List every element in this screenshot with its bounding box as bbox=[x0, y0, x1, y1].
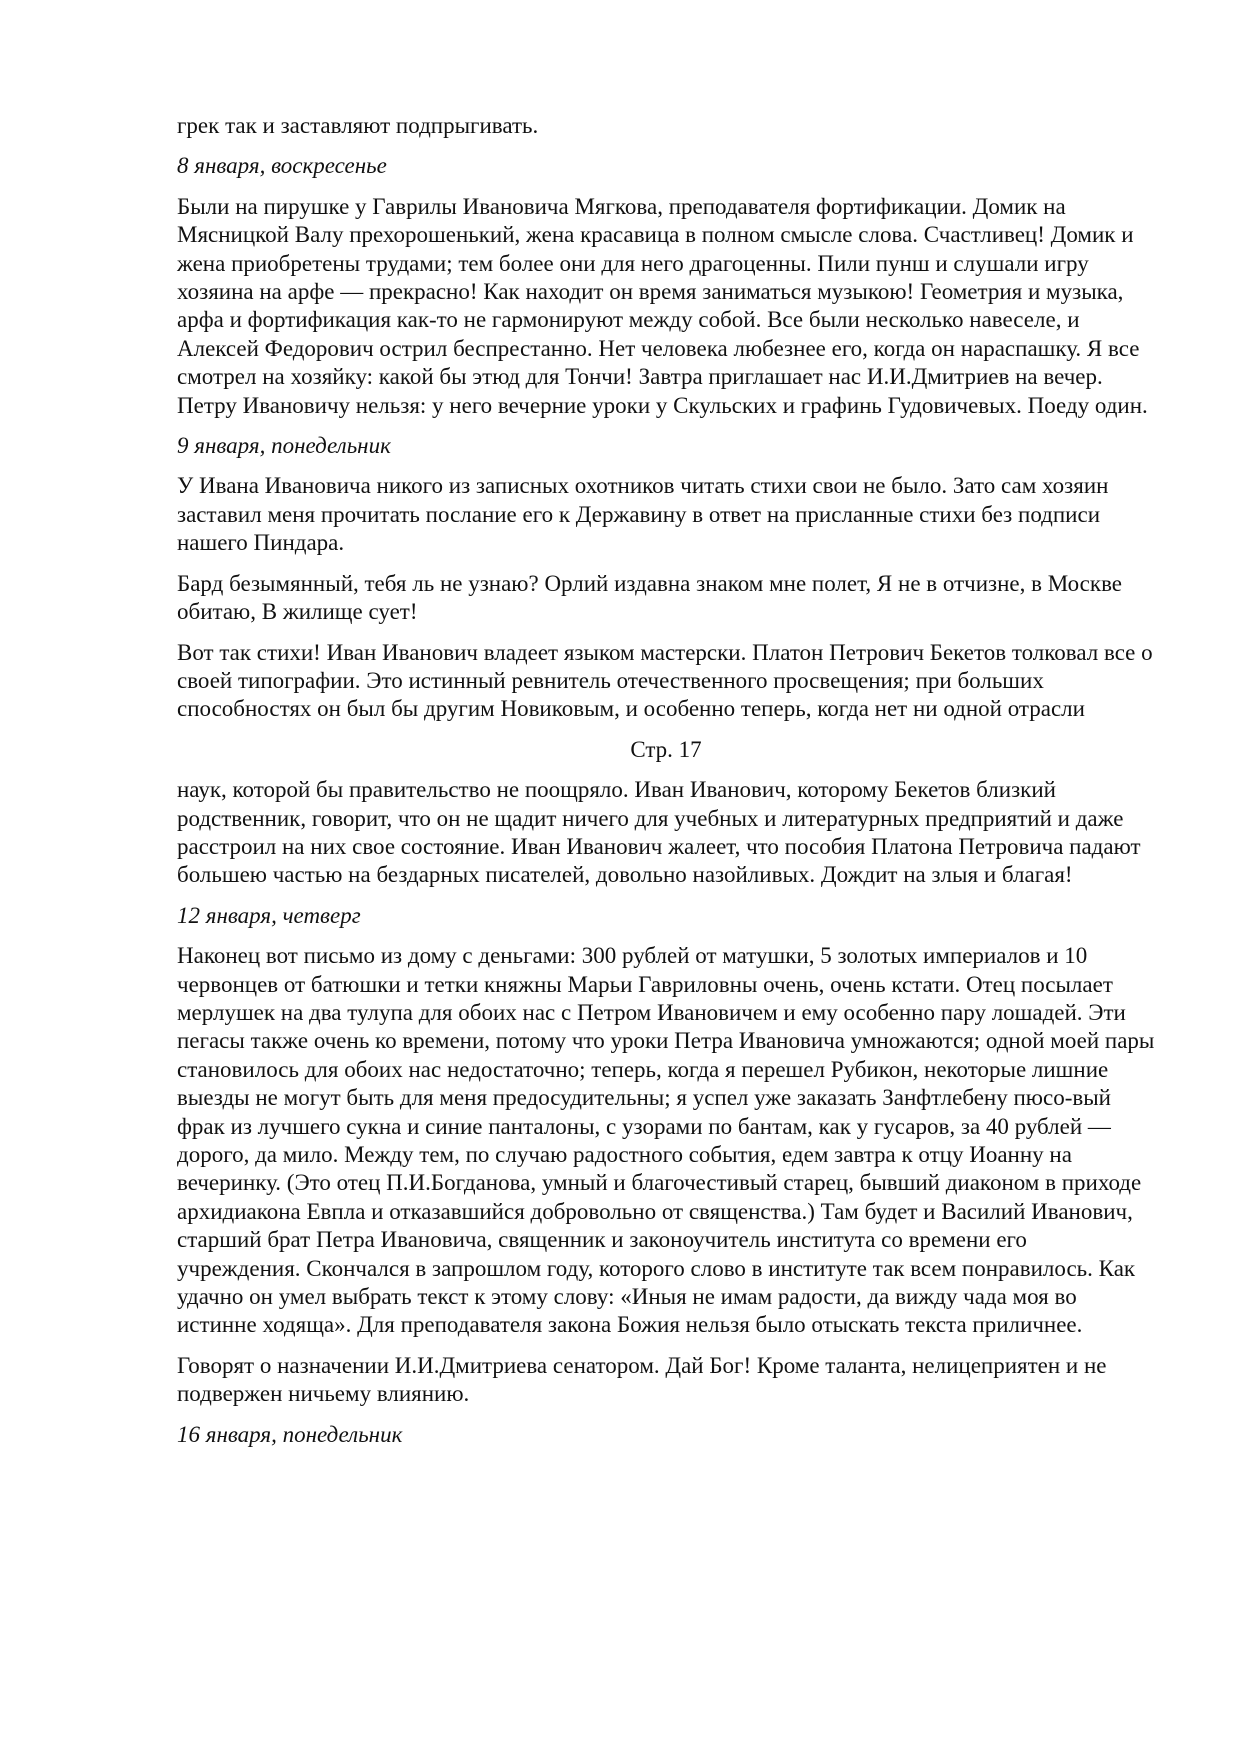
paragraph: Наконец вот письмо из дому с деньгами: 300 рублей от матушки, 5 золотых империалов и 10 червонцев от батюшки и тетки княжны Марьи Гавриловны очень, очень кстати. Отец посылает мерлушек на два тулупа для обоих нас с Петром Ивановичем и ему особенно пару лошадей. Эти пегасы также очень ко времени, потому что уроки Петра Ивановича умножаются; одной моей пары становилось для обоих нас недостаточно; теперь, когда я перешел Рубикон, некоторые лишние выезды не могут быть для меня предосудительны; я успел уже заказать Занфтлебену пюсо-вый фрак из лучшего сукна и синие панталоны, с узорами по бантам, как у гусаров, за 40 рублей — дорого, да мило. Между тем, по случаю радостного события, едем завтра к отцу Иоанну на вечеринку. (Это отец П.И.Богданова, умный и благочестивый старец, бывший диаконом в приходе архидиакона Евпла и отказавшийся добровольно от священства.) Там будет и Василий Иванович, старший брат Петра Ивановича, священник и законоучитель института со времени его учреждения. Скончался в запрошлом году, которого слово в институте так всем понравилось. Как удачно он умел выбрать текст к этому слову: «Иныя не имам радости, да вижду чада моя во истинне ходяща». Для преподавателя закона Божия нельзя было отыскать текста приличнее. bbox=[177, 943, 1155, 1338]
page-number: Стр. 17 bbox=[630, 736, 702, 762]
poem-quote: Бард безымянный, тебя ль не узнаю? Орлий издавна знаком мне полет, Я не в отчизне, в Москве обитаю, В жилище сует! bbox=[177, 570, 1122, 625]
diary-date-heading: 8 января, воскресенье bbox=[177, 153, 387, 179]
paragraph: У Ивана Ивановича никого из записных охотников читать стихи свои не было. Зато сам хозяин заставил меня прочитать послание его к Державину в ответ на присланные стихи без подписи нашего Пиндара. bbox=[177, 473, 1109, 556]
diary-date-heading: 12 января, четверг bbox=[177, 902, 361, 928]
paragraph: грек так и заставляют подпрыгивать. bbox=[177, 113, 539, 138]
paragraph: Говорят о назначении И.И.Дмитриева сенатором. Дай Бог! Кроме таланта, нелицеприятен и не подвержен ничьему влиянию. bbox=[177, 1352, 1107, 1407]
paragraph: наук, которой бы правительство не поощряло. Иван Иванович, которому Бекетов близкий родственник, говорит, что он не щадит ничего для учебных и литературных предприятий и даже расстроил на них свое состояние. Иван Иванович жалеет, что пособия Платона Петровича падают большею частью на бездарных писателей, довольно назойливых. Дождит на злыя и благая! bbox=[177, 777, 1141, 888]
diary-date-heading: 16 января, понедельник bbox=[177, 1421, 403, 1447]
paragraph: Были на пирушке у Гаврилы Ивановича Мягкова, преподавателя фортификации. Домик на Мясницкой Валу прехорошенький, жена красавица в полном смысле слова. Счастливец! Домик и жена приобретены трудами; тем более они для него драгоценны. Пили пунш и слушали игру хозяина на арфе — прекрасно! Как находит он время заниматься музыкою! Геометрия и музыка, арфа и фортификация как-то не гармонируют между собой. Все были несколько навеселе, и Алексей Федорович острил беспрестанно. Нет человека любезнее его, когда он нараспашку. Я все смотрел на хозяйку: какой бы этюд для Тончи! Завтра приглашает нас И.И.Дмитриев на вечер. Петру Ивановичу нельзя: у него вечерние уроки у Скульских и графинь Гудовичевых. Поеду один. bbox=[177, 193, 1148, 418]
paragraph: Вот так стихи! Иван Иванович владеет языком мастерски. Платон Петрович Бекетов толковал все о своей типографии. Это истинный ревнитель отечественного просвещения; при больших способностях он был бы другим Новиковым, и особенно теперь, когда нет ни одной отрасли bbox=[177, 639, 1153, 722]
diary-date-heading: 9 января, понедельник bbox=[177, 433, 391, 459]
document-page bbox=[177, 112, 1155, 1461]
